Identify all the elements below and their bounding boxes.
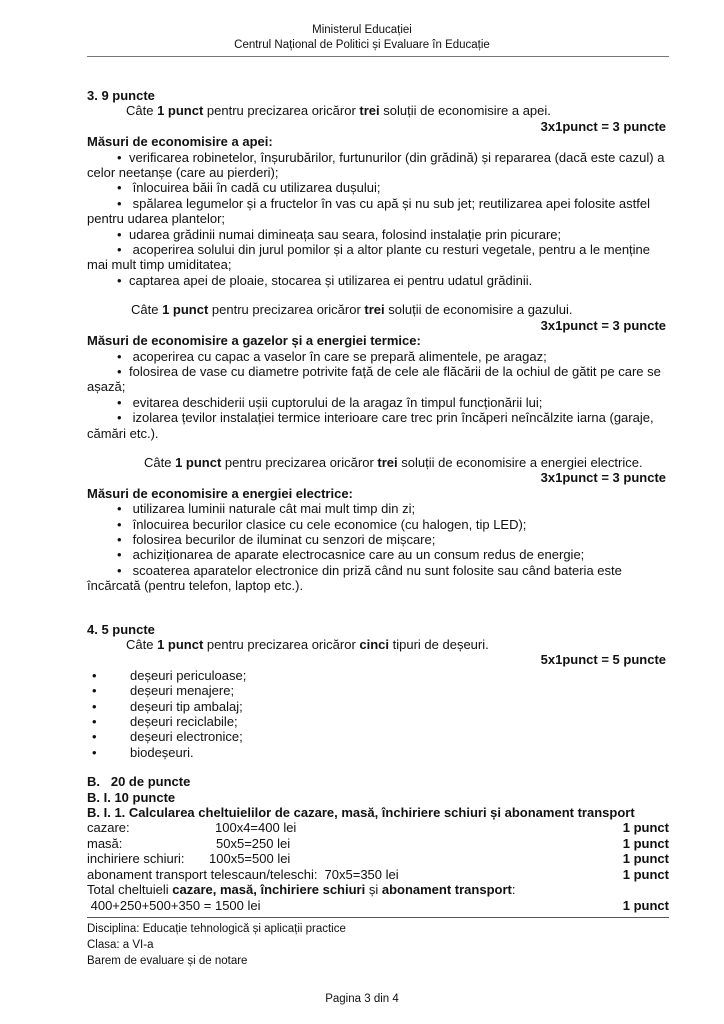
- bullet-icon: •: [117, 348, 122, 364]
- document-body: [87, 88, 669, 913]
- list-item-text: deșeuri menajere;: [130, 683, 235, 699]
- bullet-icon: •: [92, 667, 97, 683]
- list-item: [87, 150, 669, 181]
- cost-points: 1 punct: [622, 835, 669, 851]
- bullet-icon: •: [92, 729, 97, 745]
- text: Total cheltuieli: [87, 882, 173, 898]
- bullet-icon: •: [117, 195, 122, 211]
- bullet-icon: •: [117, 242, 122, 258]
- footer-divider: [87, 917, 669, 918]
- bullet-icon: •: [117, 501, 122, 517]
- list-item-text: deșeuri reciclabile;: [130, 714, 238, 730]
- text: pentru precizarea oricăror: [221, 454, 378, 470]
- text: tipuri de deșeuri.: [389, 637, 489, 652]
- list-item: [87, 180, 669, 195]
- total-label: [87, 882, 669, 897]
- cost-points: 1 punct: [622, 820, 669, 836]
- text-bold: 1 punct: [175, 454, 222, 470]
- cost-calc: 100x4=400 lei: [215, 820, 297, 836]
- cost-row: [87, 820, 669, 835]
- waste-score: 5x1punct = 5 puncte: [540, 652, 666, 668]
- cost-label: masă:: [87, 835, 123, 851]
- bullet-icon: •: [117, 531, 122, 547]
- cost-calc: 50x5=250 lei: [216, 835, 291, 851]
- section-b1-title: B. I. 10 puncte: [87, 789, 176, 805]
- cost-row: [87, 867, 669, 882]
- list-item-text: înlocuirea băii în cadă cu utilizarea dușului;: [129, 180, 381, 196]
- water-score: 3x1punct = 3 puncte: [540, 118, 666, 134]
- list-item-text: spălarea legumelor și a fructelor în vas cu apă și nu sub jet; reutilizarea apei folosite astfel pentru udarea plantelor;: [87, 195, 650, 227]
- text-bold: 1 punct: [157, 637, 204, 652]
- gas-score: 3x1punct = 3 puncte: [540, 317, 666, 333]
- electric-score: 3x1punct = 3 puncte: [540, 470, 666, 486]
- text-bold: cinci: [359, 637, 390, 652]
- text: Câte: [144, 454, 176, 470]
- electric-intro: [87, 455, 669, 470]
- cost-row: [87, 836, 669, 851]
- section-b-title: B. 20 de puncte: [87, 774, 191, 790]
- electric-measures-list: [87, 501, 669, 593]
- text: pentru precizarea oricăror: [203, 103, 360, 119]
- list-item-text: deșeuri tip ambalaj;: [130, 698, 243, 714]
- section-3-title: 3. 9 puncte: [87, 88, 155, 103]
- footer-class: Clasa: a VI-a: [87, 938, 154, 951]
- list-item-text: folosirea de vase cu diametre potrivite față de cele ale flăcării de la ochiul de gătit pe care se așază;: [87, 363, 661, 395]
- footer-doc-type: Barem de evaluare și de notare: [87, 954, 248, 967]
- list-item-text: evitarea deschiderii ușii cuptorului de la aragaz în timpul funcționării lui;: [129, 394, 543, 410]
- text-bold: 1 punct: [162, 302, 209, 318]
- bullet-icon: •: [92, 744, 97, 760]
- header-ministry: Ministerul Educației: [312, 24, 412, 36]
- text: Câte: [131, 302, 163, 318]
- list-item: [87, 517, 669, 532]
- list-item: [87, 364, 669, 395]
- list-item: [87, 242, 669, 273]
- list-item: [87, 273, 669, 288]
- text-bold: trei: [364, 302, 385, 318]
- page-footer: [87, 921, 669, 969]
- total-calc: 400+250+500+350 = 1500 lei: [87, 897, 261, 913]
- water-intro: [87, 103, 669, 118]
- list-item-text: udarea grădinii numai dimineața sau seara, folosind instalație prin picurare;: [129, 226, 562, 242]
- page-header: [0, 23, 724, 53]
- list-item-text: deșeuri periculoase;: [130, 667, 247, 683]
- text: Câte: [126, 637, 158, 652]
- bullet-icon: •: [117, 272, 122, 288]
- list-item: [87, 729, 669, 744]
- list-item-text: folosirea becurilor de iluminat cu senzori de mișcare;: [129, 531, 436, 547]
- list-item: [87, 563, 669, 594]
- list-item-text: acoperirea cu capac a vaselor în care se prepară alimentele, pe aragaz;: [129, 348, 547, 364]
- list-item: [87, 410, 669, 441]
- bullet-icon: •: [117, 562, 122, 578]
- header-center: Centrul Național de Politici și Evaluare în Educație: [234, 39, 490, 51]
- list-item: [87, 547, 669, 562]
- list-item: [87, 532, 669, 547]
- cost-calc: 100x5=500 lei: [209, 851, 291, 867]
- list-item-text: înlocuirea becurilor clasice cu cele economice (cu halogen, tip LED);: [129, 516, 527, 532]
- list-item-text: biodeșeuri.: [130, 744, 194, 760]
- text: pentru precizarea oricăror: [203, 637, 360, 652]
- list-item-text: deșeuri electronice;: [130, 729, 243, 745]
- cost-label: cazare:: [87, 820, 130, 836]
- bullet-icon: •: [117, 149, 122, 165]
- header-divider: [87, 56, 669, 57]
- text-bold: 1 punct: [157, 103, 204, 119]
- cost-points: 1 punct: [622, 866, 669, 882]
- bullet-icon: •: [117, 394, 122, 410]
- total-row: [87, 898, 669, 913]
- water-heading: Măsuri de economisire a apei:: [87, 134, 273, 150]
- section-4-title: 4. 5 puncte: [87, 621, 155, 637]
- list-item: [87, 668, 669, 683]
- bullet-icon: •: [117, 363, 122, 379]
- text: soluții de economisire a energiei electrice.: [397, 454, 643, 470]
- text: :: [511, 882, 516, 898]
- list-item-text: utilizarea luminii naturale cât mai mult timp din zi;: [129, 501, 416, 517]
- list-item: [87, 683, 669, 698]
- text-bold: abonament transport: [381, 882, 512, 898]
- text: soluții de economisire a apei.: [379, 103, 551, 119]
- text-bold: trei: [359, 103, 380, 119]
- list-item-text: captarea apei de ploaie, stocarea și utilizarea ei pentru udatul grădinii.: [129, 272, 533, 288]
- list-item-text: achiziționarea de aparate electrocasnice care au un consum redus de energie;: [129, 547, 585, 563]
- list-item-text: acoperirea solului din jurul pomilor și a altor plante cu resturi vegetale, pentru a le menține mai mult timp umiditatea;: [87, 242, 651, 273]
- cost-calc: 70x5=350 lei: [324, 866, 399, 882]
- cost-points: 1 punct: [622, 851, 669, 867]
- text: soluții de economisire a gazului.: [384, 302, 573, 318]
- list-item: [87, 227, 669, 242]
- electric-heading: Măsuri de economisire a energiei electrice:: [87, 485, 353, 501]
- list-item: [87, 196, 669, 227]
- list-item-text: verificarea robinetelor, înșurubărilor, furtunurilor (din grădină) și repararea (dacă este cazul) a celor neetanșe (care au pierderi);: [87, 149, 665, 181]
- list-item: [87, 714, 669, 729]
- gas-heading: Măsuri de economisire a gazelor și a energiei termice:: [87, 333, 421, 349]
- bullet-icon: •: [117, 547, 122, 563]
- list-item: [87, 501, 669, 516]
- text-bold: cazare, masă, închiriere schiuri: [172, 882, 366, 898]
- bullet-icon: •: [117, 516, 122, 532]
- page-flow: [87, 88, 669, 969]
- bullet-icon: •: [92, 714, 97, 730]
- water-measures-list: [87, 150, 669, 289]
- task-title: B. I. 1. Calcularea cheltuielilor de cazare, masă, închiriere schiuri și abonament transport: [87, 805, 635, 821]
- text: și: [365, 882, 382, 898]
- list-item: [87, 395, 669, 410]
- waste-intro: [87, 637, 669, 652]
- list-item: [87, 349, 669, 364]
- list-item-text: scoaterea aparatelor electronice din priză când nu sunt folosite sau când bateria este încărcată (pentru telefon, laptop etc.).: [87, 562, 622, 594]
- gas-intro: [87, 302, 669, 317]
- total-points: 1 punct: [622, 897, 669, 913]
- waste-types-list: [87, 668, 669, 760]
- list-item-text: izolarea țevilor instalației termice interioare care trec prin încăperi neîncălzite iarna (garaje, cămări etc.).: [87, 410, 654, 441]
- text: Câte: [126, 103, 158, 119]
- list-item: [87, 699, 669, 714]
- list-item: [87, 745, 669, 760]
- gas-measures-list: [87, 349, 669, 441]
- footer-discipline: Disciplina: Educație tehnologică și aplicații practice: [87, 922, 346, 935]
- bullet-icon: •: [117, 180, 122, 196]
- cost-label: abonament transport telescaun/teleschi:: [87, 866, 318, 882]
- cost-label: inchiriere schiuri:: [87, 851, 185, 867]
- bullet-icon: •: [92, 698, 97, 714]
- bullet-icon: •: [92, 683, 97, 699]
- bullet-icon: •: [117, 226, 122, 242]
- cost-row: [87, 851, 669, 866]
- text: pentru precizarea oricăror: [208, 302, 365, 318]
- bullet-icon: •: [117, 410, 122, 426]
- text-bold: trei: [377, 454, 398, 470]
- page-number: Pagina 3 din 4: [325, 993, 399, 1005]
